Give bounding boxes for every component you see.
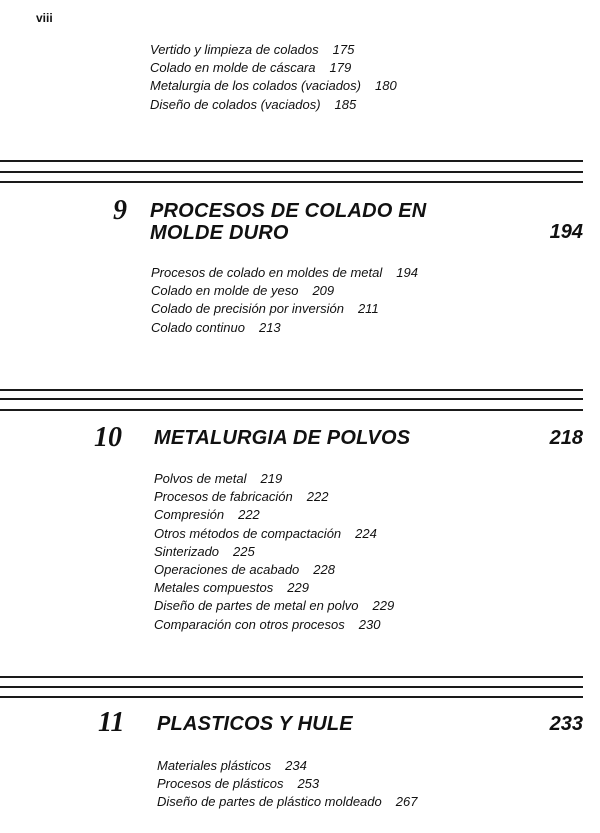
- toc-entry: [151, 300, 418, 318]
- continued-entries: [150, 41, 397, 114]
- entry-page: 229: [287, 580, 309, 596]
- entry-page: 267: [395, 794, 418, 810]
- toc-entry: [154, 506, 394, 524]
- chapter-number: 11: [98, 707, 125, 738]
- divider-rule: [0, 676, 583, 678]
- entry-page: 222: [306, 489, 329, 505]
- toc-entry: [154, 579, 394, 597]
- entry-title: Colado en molde de cáscara: [150, 60, 316, 76]
- entry-page: 253: [297, 776, 320, 792]
- toc-entry: [157, 793, 417, 811]
- entry-title: Colado de precisión por inversión: [151, 301, 344, 317]
- chapter-title-line: PLASTICOS Y HULE: [157, 713, 353, 735]
- chapter-number: 10: [94, 422, 122, 453]
- toc-entry: [154, 616, 394, 634]
- entry-title: Vertido y limpieza de colados: [150, 42, 319, 57]
- entry-title: Procesos de plásticos: [157, 776, 284, 792]
- chapter-page: 194: [549, 221, 583, 243]
- divider-rule: [0, 696, 583, 698]
- entry-title: Procesos de colado en moldes de metal: [151, 265, 383, 280]
- chapter-page: 233: [549, 713, 583, 735]
- entry-page: 213: [258, 319, 281, 335]
- chapter-title: [150, 200, 426, 244]
- entry-title: Metales compuestos: [154, 580, 274, 596]
- entry-page: 211: [357, 301, 379, 317]
- toc-entry: [150, 41, 397, 59]
- entry-page: 234: [285, 758, 307, 773]
- entry-title: Procesos de fabricación: [154, 489, 293, 505]
- toc-entry: [154, 597, 394, 615]
- divider-rule: [0, 409, 583, 411]
- divider-rule: [0, 686, 583, 688]
- toc-entry: [157, 775, 417, 793]
- toc-entry: [154, 561, 394, 579]
- entry-page: 230: [358, 616, 381, 632]
- entry-title: Metalurgia de los colados (vaciados): [150, 78, 361, 94]
- chapter-title-line: MOLDE DURO: [150, 222, 289, 244]
- entry-title: Compresión: [154, 507, 225, 523]
- entry-page: 228: [313, 562, 335, 578]
- chapter-title: [157, 713, 353, 735]
- entry-page: 180: [375, 78, 397, 94]
- entry-title: Materiales plásticos: [157, 758, 272, 773]
- chapter-entries: [157, 757, 417, 812]
- entry-title: Diseño de partes de metal en polvo: [154, 598, 359, 614]
- toc-entry: [154, 488, 394, 506]
- entry-title: Colado continuo: [151, 319, 245, 335]
- entry-title: Sinterizado: [154, 543, 220, 559]
- entry-title: Colado en molde de yeso: [151, 283, 299, 299]
- entry-title: Diseño de partes de plástico moldeado: [157, 794, 382, 810]
- entry-page: 194: [396, 265, 418, 280]
- entry-page: 185: [334, 96, 357, 112]
- entry-page: 222: [238, 507, 260, 523]
- chapter-title: [154, 427, 410, 449]
- toc-entry: [150, 96, 397, 114]
- chapter-page: 218: [549, 427, 583, 449]
- entry-page: 179: [329, 60, 352, 76]
- toc-entry: [154, 543, 394, 561]
- entry-title: Diseño de colados (vaciados): [150, 96, 321, 112]
- divider-rule: [0, 389, 583, 391]
- entry-title: Polvos de metal: [154, 471, 247, 486]
- entry-title: Comparación con otros procesos: [154, 616, 345, 632]
- toc-entry: [151, 282, 418, 300]
- toc-entry: [150, 77, 397, 95]
- toc-entry: [150, 59, 397, 77]
- chapter-entries: [154, 470, 394, 634]
- entry-page: 225: [233, 543, 255, 559]
- entry-page: 224: [355, 525, 377, 541]
- toc-entry: [154, 470, 394, 488]
- entry-title: Operaciones de acabado: [154, 562, 300, 578]
- chapter-entries: [151, 264, 418, 337]
- entry-page: 209: [312, 283, 335, 299]
- entry-page: 175: [332, 42, 355, 57]
- divider-rule: [0, 171, 583, 173]
- page-number: viii: [36, 11, 53, 25]
- toc-entry: [154, 525, 394, 543]
- divider-rule: [0, 398, 583, 400]
- chapter-title-line: METALURGIA DE POLVOS: [154, 427, 411, 449]
- toc-entry: [157, 757, 417, 775]
- toc-entry: [151, 319, 418, 337]
- divider-rule: [0, 160, 583, 162]
- divider-rule: [0, 181, 583, 183]
- toc-entry: [151, 264, 418, 282]
- entry-title: Otros métodos de compactación: [154, 525, 342, 541]
- entry-page: 229: [372, 598, 395, 614]
- entry-page: 219: [260, 471, 283, 486]
- chapter-number: 9: [113, 195, 127, 226]
- chapter-title-line: PROCESOS DE COLADO EN: [150, 200, 427, 222]
